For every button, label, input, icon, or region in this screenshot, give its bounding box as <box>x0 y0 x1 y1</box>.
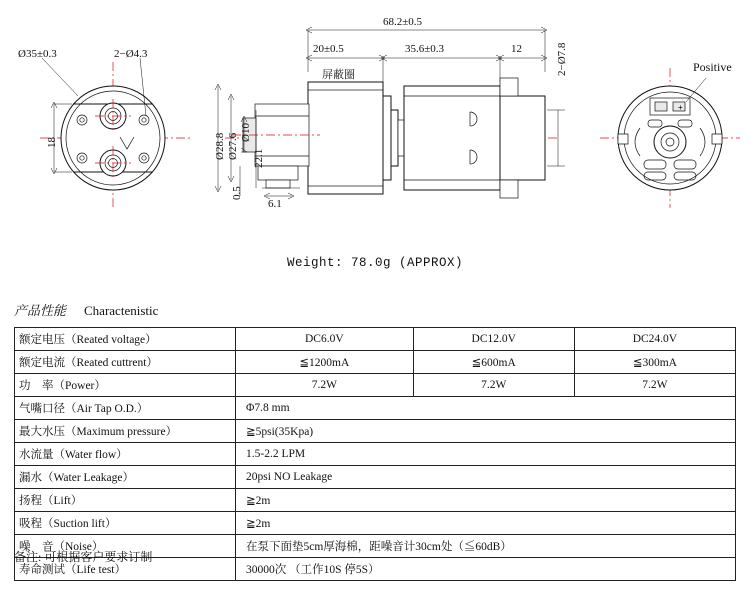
left-view <box>40 58 190 208</box>
footer-note: 备注: 可根据客户要求订制 <box>14 550 153 564</box>
row-value: ≦300mA <box>574 351 735 374</box>
table-row <box>15 397 736 420</box>
dim-flange-dia: Ø27.6 <box>227 132 239 160</box>
dim-pump-head-len: 20±0.5 <box>313 43 344 55</box>
row-value: 7.2W <box>236 374 414 397</box>
svg-text:+: + <box>678 103 683 112</box>
row-value: DC6.0V <box>236 328 414 351</box>
table-row <box>15 351 736 374</box>
row-label: 扬程（Lift） <box>15 489 236 512</box>
row-label: 寿命测试（Life test） <box>15 558 236 581</box>
row-value: 20psi NO Leakage <box>236 466 736 489</box>
dim-nozzle-dia: Ø10 <box>240 123 252 142</box>
dim-outer-dia: Ø35±0.3 <box>18 48 57 60</box>
dim-step: 0.5 <box>231 186 243 200</box>
dim-base-width: 6.1 <box>268 198 282 210</box>
row-label: 最大水压（Maximum pressure） <box>15 420 236 443</box>
row-label: 吸程（Suction lift） <box>15 512 236 535</box>
dim-hole-dia: 2−Ø4.3 <box>114 48 148 60</box>
row-label: 漏水（Water Leakage） <box>15 466 236 489</box>
row-label: 水流量（Water flow） <box>15 443 236 466</box>
row-label: 额定电流（Reated cuttrent） <box>15 351 236 374</box>
row-value: 1.5-2.2 LPM <box>236 443 736 466</box>
row-value: Φ7.8 mm <box>236 397 736 420</box>
dim-rear-hole: 2−Ø7.8 <box>556 42 568 76</box>
row-value: 7.2W <box>574 374 735 397</box>
row-label: 气嘴口径（Air Tap O.D.） <box>15 397 236 420</box>
table-row <box>15 328 736 351</box>
characteristic-title-en: Charactenistic <box>84 303 159 318</box>
row-value: ≧2m <box>236 489 736 512</box>
dim-motor-len: 35.6±0.3 <box>405 43 445 55</box>
row-value: 7.2W <box>413 374 574 397</box>
specification-table <box>14 327 736 581</box>
right-view <box>600 68 740 208</box>
characteristic-title <box>14 300 158 319</box>
row-label: 功 率（Power） <box>15 374 236 397</box>
table-row <box>15 512 736 535</box>
row-value: 30000次 （工作10S 停5S） <box>236 558 736 581</box>
row-value: DC12.0V <box>413 328 574 351</box>
label-positive: Positive <box>693 60 732 74</box>
table-row <box>15 489 736 512</box>
characteristic-title-cn: 产品性能 <box>14 303 67 318</box>
row-value: 在泵下面垫5cm厚海棉，距噪音计30cm处（≦60dB） <box>236 535 736 558</box>
dim-height-18: 18 <box>46 137 58 148</box>
dim-overall-length: 68.2±0.5 <box>383 16 423 28</box>
label-shield-ring: 屏蔽圈 <box>322 69 355 81</box>
row-value: ≧2m <box>236 512 736 535</box>
row-label: 噪 音（Noise） <box>15 535 236 558</box>
row-label: 额定电压（Reated voltage） <box>15 328 236 351</box>
row-value: ≦1200mA <box>236 351 414 374</box>
table-row <box>15 443 736 466</box>
table-row <box>15 420 736 443</box>
dim-nozzle-height: 22.1 <box>253 148 265 168</box>
row-value: ≦600mA <box>413 351 574 374</box>
dim-body-dia: Ø28.8 <box>214 132 226 160</box>
row-value: ≧5psi(35Kpa) <box>236 420 736 443</box>
table-row <box>15 466 736 489</box>
dim-shaft-len: 12 <box>511 43 522 55</box>
row-value: DC24.0V <box>574 328 735 351</box>
table-row <box>15 374 736 397</box>
weight-text: Weight: 78.0g (APPROX) <box>286 256 464 270</box>
